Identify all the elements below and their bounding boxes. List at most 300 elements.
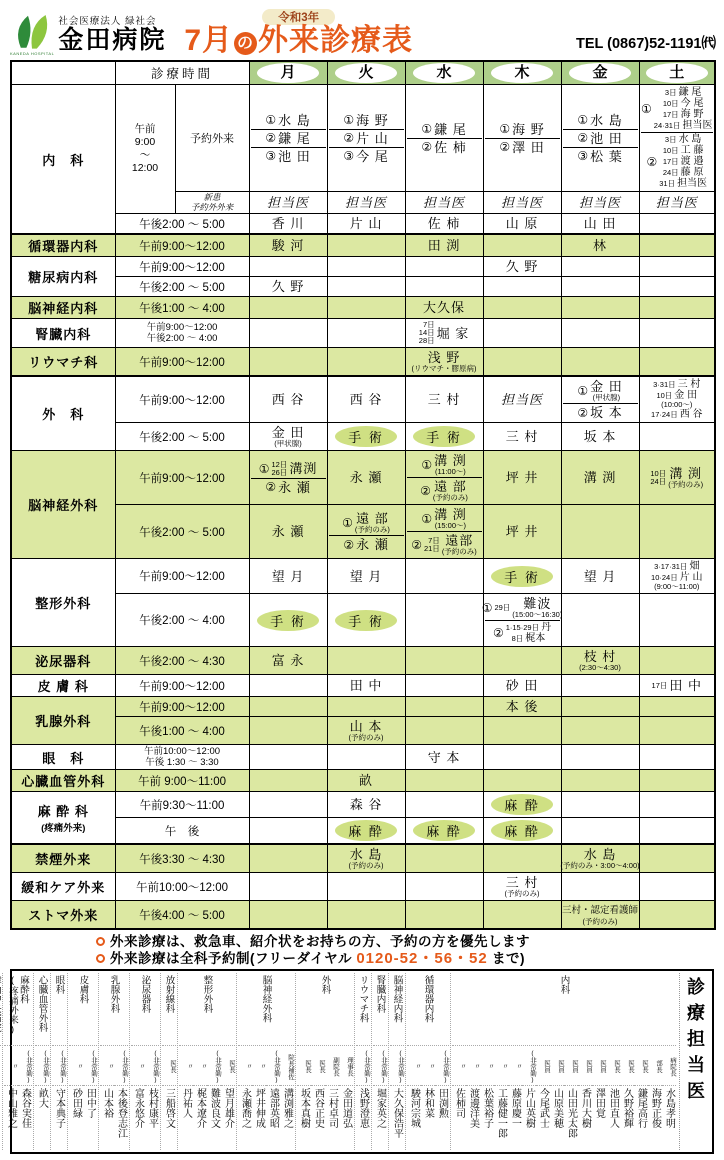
doctor-name: 望 月 [349,568,383,584]
legend-doctor [564,1046,578,1150]
schedule-cell [639,451,715,505]
item-body [434,122,467,137]
schedule-cell [639,423,715,451]
legend-group [129,973,160,1150]
page-header [0,0,724,58]
schedule-item [563,194,638,211]
doctor-title: (非常勤) [52,1046,66,1086]
department-cell: 脳神経内科 [11,297,115,319]
schedule-line [665,134,701,145]
schedule-cell [327,647,405,675]
doctor-name: 三村・認定看護師 [562,905,639,916]
item-body [423,195,465,210]
legend-doctor [100,1046,114,1150]
item-body [350,797,383,812]
time-header: 診療時間 [115,61,249,85]
doctor-title: 医員 [578,1046,592,1086]
doctor-name: 藤 原 [680,167,704,178]
schedule-cell [483,505,561,559]
schedule-item [329,129,404,147]
schedule-cell [405,234,483,257]
schedule-item [251,194,326,211]
doctor-title: 部長 [648,1046,662,1086]
doctor-name: 溝 渕 [434,507,467,522]
legend-dept-wrap [131,973,159,1046]
schedule-row [11,257,715,277]
schedule-cell [561,505,639,559]
doctor-fullname: 香川大樹 [579,1088,591,1128]
doctor-name: 坪 井 [505,524,539,539]
time-cell: 午前9:00〜12:00 [115,257,249,277]
legend-title: 診療担当医 [679,973,710,1150]
orange-bullet-icon [96,954,105,963]
doctor-name: 海 野 [680,109,704,120]
schedule-item [481,595,563,620]
schedule-cell [249,647,327,675]
schedule-row [11,647,715,675]
item-body [350,569,383,584]
item-body [428,750,461,765]
department-cell: 糖尿病内科 [11,257,115,297]
schedule-cell [639,717,715,745]
doctor-title: 〃 [452,1046,466,1086]
circled-number: ② [577,131,589,145]
time-cell: 午前10:00〜12:00 [115,873,249,901]
doctor-name: 金 田 [271,425,305,440]
item-body [350,392,383,407]
legend-doctor [18,1046,32,1150]
doctor-title: 〃 [508,1046,522,1086]
date-prefix: 1·15·29日 [505,622,540,632]
date-prefix: 17日 [662,156,679,166]
doctor-fullname: 本後登志江 [115,1088,127,1138]
schedule-item [563,648,638,673]
doctor-fullname: 鎌尾高行 [635,1088,647,1128]
date-prefix: 29日 [494,602,511,612]
annotation: (15:00〜) [434,521,467,530]
doctor-fullname: 林和菜 [422,1088,434,1118]
date-prefix: 17·24日 [651,409,678,419]
doctor-title: (非常勤) [522,1046,536,1086]
schedule-cell [561,376,639,423]
schedule-cell [639,297,715,319]
schedule-line [665,87,701,98]
legend-doctors [162,1046,176,1150]
schedule-row [11,818,715,845]
schedule-cell [561,901,639,930]
schedule-cell [483,745,561,770]
doctor-name: 水 島 [278,112,311,128]
doctor-name: 担当医 [677,178,708,189]
schedule-cell [561,717,639,745]
item-body [593,238,607,253]
doctor-name: 永 瀬 [271,524,305,539]
doctor-name: 担当医 [655,195,698,210]
annotation: (11:00〜) [435,467,466,476]
doctor-fullname: 山原美穂 [551,1088,563,1128]
schedule-cell [639,348,715,377]
doctor-title: 副院長 [325,1046,339,1086]
doctor-fullname: 今尾武士 [537,1088,549,1128]
time-cell: 午後1:00 〜 4:00 [115,717,249,745]
time-cell: 午後2:00 〜 5:00 [115,277,249,297]
date-prefix: 3·17·31日 [654,561,688,571]
legend-dept: 皮膚科 [77,975,89,1004]
legend-group [98,973,129,1150]
item-body [654,87,713,131]
legend-doctor [131,1046,145,1150]
schedule-cell [249,873,327,901]
date-prefix: 17日 [662,109,679,119]
doctor-name: 溝渕 [289,461,318,476]
item-body [433,479,468,502]
schedule-cell [405,257,483,277]
legend-dept [0,973,1,1045]
schedule-cell [327,745,405,770]
legend-group [2,973,33,1150]
schedule-cell [639,792,715,818]
circled-number: ② [492,626,504,640]
schedule-cell [249,214,327,235]
legend-dept-wrap [4,973,32,1046]
doctor-name: 遠部 [445,533,474,548]
item-body [359,773,373,788]
schedule-item [563,378,638,403]
schedule-row [11,873,715,901]
doctor-fullname: 藤原慶一 [509,1088,521,1128]
department-cell: 皮 膚 科 [11,675,115,697]
legend-doctor [536,1046,550,1150]
legend-doctor [494,1046,508,1150]
schedule-item [407,299,482,316]
oval-label: 麻 酔 [335,820,397,841]
item-body [350,678,383,693]
schedule-item [563,129,638,147]
highlight-oval [485,819,560,842]
doctor-title: 〃 [407,1046,421,1086]
doctor-name: 佐 柿 [434,139,467,155]
time-cell: 午前9:00〜12:00 [115,348,249,377]
corner-cell [11,61,115,85]
doctor-name: 林 [593,238,608,253]
item-body [590,405,623,420]
schedule-cell [561,818,639,845]
date-prefix: 10日 [662,98,679,108]
schedule-line [663,156,704,167]
day-oval: 土 [646,63,708,83]
item-body [272,279,305,294]
legend-doctor [421,1046,435,1150]
annotation: (予約のみ) [668,480,704,489]
schedule-cell [639,594,715,647]
schedule-cell [327,675,405,697]
schedule-cell [249,697,327,717]
schedule-cell [639,257,715,277]
schedule-cell [249,594,327,647]
legend-dept: リウマチ科 [357,975,369,1023]
schedule-cell [639,192,715,214]
schedule-cell [405,559,483,594]
schedule-row [11,451,715,505]
schedule-row [11,505,715,559]
schedule-cell [405,745,483,770]
schedule-cell [561,257,639,277]
schedule-cell [405,505,483,559]
schedule-cell [483,277,561,297]
highlight-oval [407,425,482,448]
legend-doctors [100,1046,128,1150]
legend-dept: 整形外科 [201,975,213,1013]
doctor-title: 理事長 [339,1046,353,1086]
schedule-cell [639,505,715,559]
schedule-row [11,214,715,235]
item-body [584,216,617,231]
circled-number: ② [411,537,422,552]
circled-number: ② [343,131,355,145]
date-prefix: 10日 [662,145,679,155]
time-cell: 午後2:00 〜 5:00 [115,505,249,559]
schedule-item [563,568,638,585]
schedule-row [11,770,715,792]
schedule-item [485,194,560,211]
schedule-cell [327,348,405,377]
doctor-name: 田 中 [669,678,702,693]
circled-number: ② [343,537,355,552]
doctor-fullname: 遠部英昭 [267,1088,279,1128]
time-cell: 午前9:00〜12:00 [115,559,249,594]
item-body [412,350,477,373]
oval-label: 手 術 [335,610,397,631]
doctor-name: 永 瀬 [356,537,389,552]
doctor-name: 担当医 [682,120,713,131]
schedule-cell [327,717,405,745]
schedule-item [563,902,638,927]
schedule-row [11,844,715,873]
schedule-row [11,376,715,423]
legend-doctor [4,1046,18,1150]
schedule-cell [639,770,715,792]
doctor-fullname: 枝村康平 [146,1088,158,1128]
doctor-title: 〃 [238,1046,252,1086]
schedule-cell [639,675,715,697]
schedule-row [11,234,715,257]
doctor-name: 望 月 [583,568,617,584]
item-body [437,326,470,341]
department-cell: 整形外科 [11,559,115,647]
doctor-name: 山 本 [349,719,383,734]
schedule-item [251,237,326,254]
schedule-item [407,349,482,374]
schedule-row [11,319,715,348]
legend-doctor [35,1046,49,1150]
schedule-cell [405,770,483,792]
time-sub-cell: 新患 予約外外来 [175,192,249,214]
legend-group [450,973,677,1150]
oval-label: 手 術 [413,426,475,447]
legend-doctors [356,1046,370,1150]
schedule-cell [405,844,483,873]
department-cell: リウマチ科 [11,348,115,377]
item-body [349,719,384,742]
legend-doctor [508,1046,522,1150]
schedule-cell [327,297,405,319]
schedule-item [407,320,482,346]
schedule-item [329,469,404,486]
schedule-cell [561,594,639,647]
doctor-fullname: 池田直人 [607,1088,619,1128]
circled-number: ① [343,113,355,127]
no-circle-glyph: の [234,32,257,55]
schedule-item [641,677,714,694]
legend-doctor [207,1046,221,1150]
schedule-cell [327,873,405,901]
item-body [355,511,390,534]
date-prefix: 10日 [656,390,673,400]
schedule-cell [327,901,405,930]
annotation: (予約のみ) [348,733,384,742]
schedule-line [654,120,713,131]
item-body [590,113,623,128]
schedule-cell [639,647,715,675]
schedule-item [251,215,326,232]
doctor-title: 〃 [466,1046,480,1086]
doctor-title: (非常勤) [207,1046,221,1086]
schedule-cell [639,818,715,845]
day-oval: 木 [491,63,553,83]
doctor-name: 坪 井 [505,470,539,485]
annotation: (予約のみ) [354,525,390,534]
schedule-item [251,112,326,129]
item-body [278,113,311,128]
schedule-cell [483,717,561,745]
legend-doctors [35,1046,49,1150]
item-body [651,379,702,420]
schedule-item [407,138,482,156]
schedule-cell [483,234,561,257]
freedial-number: 0120-52・56・52 [356,950,488,967]
item-body [669,678,702,693]
item-body [442,533,477,556]
schedule-cell [249,770,327,792]
schedule-cell [405,423,483,451]
schedule-cell [561,319,639,348]
schedule-item [485,428,560,445]
schedule-cell [639,85,715,192]
annotation: (15:00〜16:30) [512,610,563,619]
schedule-cell [327,277,405,297]
schedule-cell [249,192,327,214]
schedule-item [563,237,638,254]
item-body [272,653,305,668]
corporation-name: 社会医療法人 緑社会 [58,16,157,28]
legend-doctor [339,1046,353,1150]
schedule-cell [561,192,639,214]
date-prefix: 24日 [662,167,679,177]
legend-doctor [373,1046,387,1150]
doctor-title: (非常勤) [18,1046,32,1086]
schedule-item [251,424,326,449]
schedule-cell [483,675,561,697]
item-body [506,429,539,444]
legend-dept: 乳腺外科 [108,975,120,1013]
item-body [349,847,384,870]
item-body [584,429,617,444]
legend-dept-wrap [35,973,49,1046]
item-body [506,259,539,274]
doctor-title: 〃 [179,1046,193,1086]
schedule-item [251,391,326,408]
date-prefix: 3日 [664,87,677,97]
schedule-item [641,560,714,592]
legend-doctor [466,1046,480,1150]
legend-dept: 心臓血管外科 [36,975,48,1032]
doctor-title: (非常勤) [83,1046,97,1086]
page-title [184,26,413,56]
schedule-cell [561,745,639,770]
day-oval: 水 [413,63,475,83]
item-body [651,561,702,591]
schedule-cell [483,192,561,214]
item-body [506,524,539,539]
highlight-oval [485,565,560,588]
doctor-name: 担当医 [501,195,544,210]
doctor-title: 〃 [131,1046,145,1086]
doctor-fullname: 田渕勲 [436,1088,448,1118]
day-header-4 [483,61,561,85]
doctor-fullname: 望月雄介 [222,1088,234,1128]
doctor-title: 〃 [480,1046,494,1086]
doctor-title: (非常勤) [114,1046,128,1086]
doctor-name: 坂 本 [583,429,617,444]
schedule-cell [249,297,327,319]
legend-doctor [221,1046,235,1150]
item-body [512,122,545,137]
legend-doctor [480,1046,494,1150]
time-cell: 午前9:00〜12:00 [115,376,249,423]
legend-doctor [311,1046,325,1150]
doctor-fullname: 坂本真樹 [298,1088,310,1128]
doctor-name: 池 田 [278,148,311,164]
legend-group [354,973,371,1150]
annotation: (9:00〜11:00) [654,582,700,591]
schedule-cell [327,594,405,647]
doctor-title: 医員 [592,1046,606,1086]
notes [10,933,714,967]
doctor-title: 医長 [311,1046,325,1086]
day-header-3 [405,61,483,85]
item-body [584,569,617,584]
schedule-cell [249,717,327,745]
schedule-cell [405,901,483,930]
time-cell: 午前 9:00〜11:00 [115,770,249,792]
schedule-cell [561,277,639,297]
doctor-fullname: 堀家英之 [374,1088,386,1128]
doctor-title: (非常勤) [356,1046,370,1086]
note-pre: 外来診療は全科予約制(フリーダイヤル [110,951,357,966]
schedule-item [329,391,404,408]
schedule-cell [561,792,639,818]
legend-group [50,973,67,1150]
schedule-item [563,403,638,421]
highlight-oval [407,819,482,842]
doctor-name: 梶本 [525,633,546,644]
legend-doctor [69,1046,83,1150]
doctor-fullname: 永瀬喬之 [239,1088,251,1128]
legend-dept-wrap [69,973,97,1046]
doctor-name: 担当医 [267,195,310,210]
item-body [428,216,461,231]
doctor-name: 三 村 [505,429,539,444]
